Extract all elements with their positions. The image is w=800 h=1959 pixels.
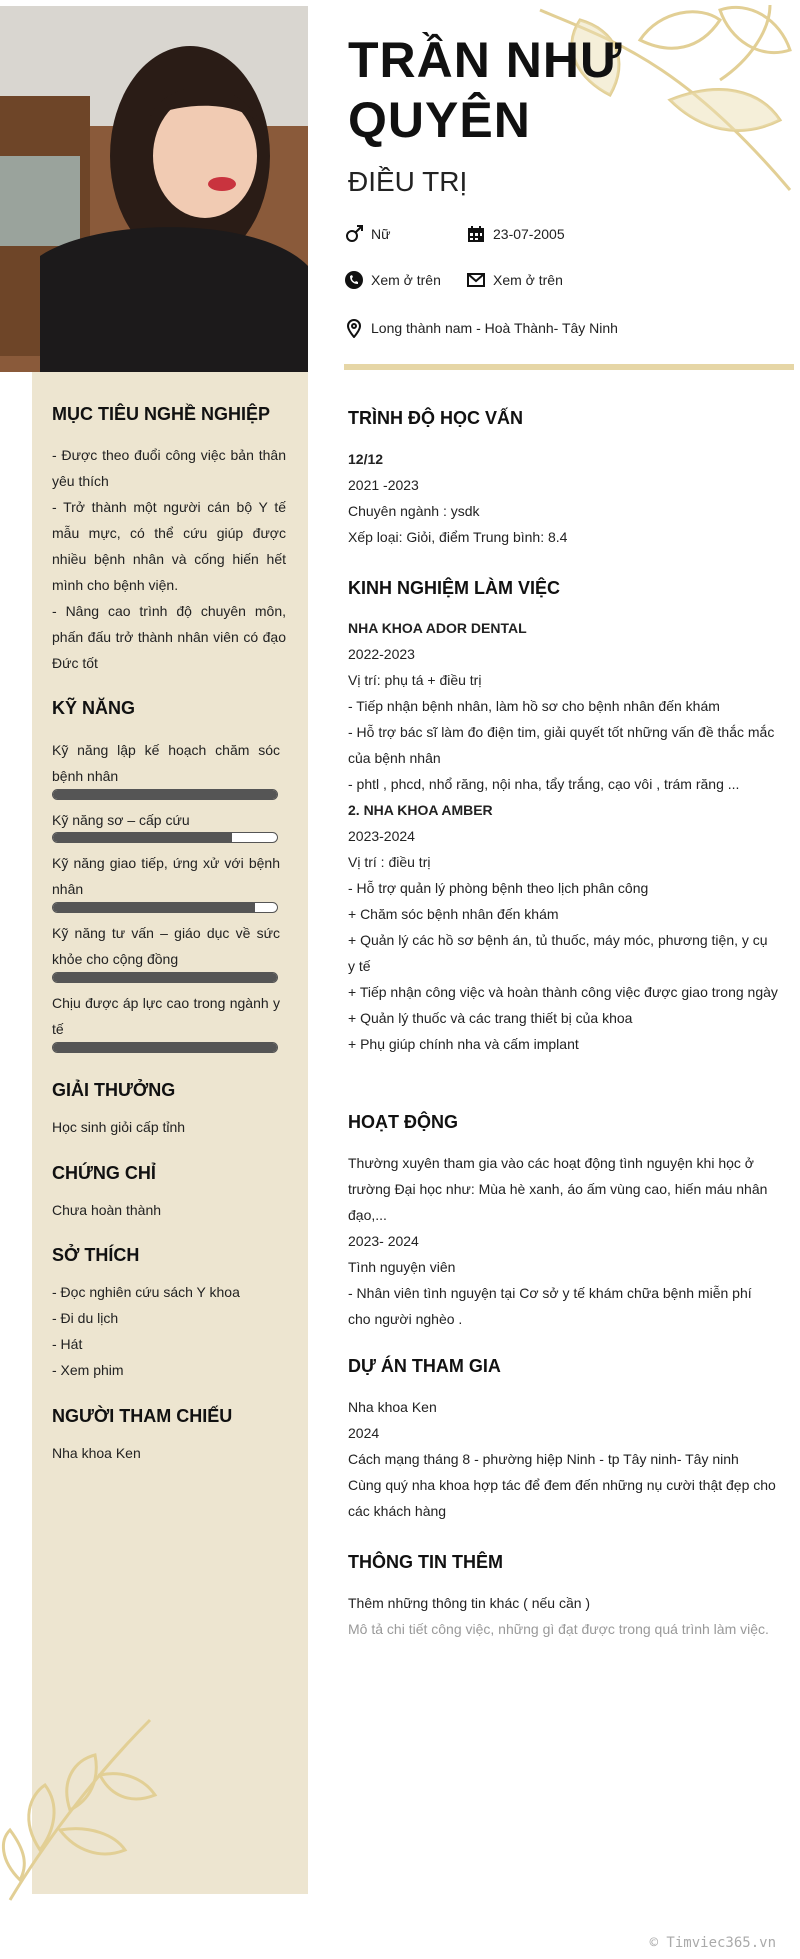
education-title: TRÌNH ĐỘ HỌC VẤN <box>348 408 523 428</box>
education-major: Chuyên ngành : ysdk <box>348 503 480 519</box>
hobby-item: - Hát <box>52 1336 83 1352</box>
skill-label: Kỹ năng lập kế hoạch chăm sóc bệnh nhân <box>52 742 280 784</box>
birthdate-row <box>466 224 565 244</box>
certificates-text: Chưa hoàn thành <box>52 1202 162 1218</box>
job-line: + Tiếp nhận công việc và hoàn thành công việc được giao trong ngày <box>348 984 778 1000</box>
job-line: - Hỗ trợ quản lý phòng bệnh theo lịch phân công <box>348 880 649 896</box>
extra-title: THÔNG TIN THÊM <box>348 1552 503 1572</box>
projects-block <box>348 1394 778 1524</box>
activity-line: Tình nguyện viên <box>348 1259 456 1275</box>
gender-row <box>344 224 390 244</box>
location-icon <box>344 318 364 338</box>
project-line: 2024 <box>348 1425 380 1441</box>
activities-block <box>348 1150 778 1332</box>
job-line: + Phụ giúp chính nha và cấm implant <box>348 1036 579 1052</box>
calendar-icon <box>466 224 486 244</box>
skill-bar-fill <box>53 790 277 799</box>
skill-bar <box>52 902 278 913</box>
activities-title: HOẠT ĐỘNG <box>348 1112 458 1132</box>
extra-block <box>348 1590 778 1642</box>
project-line: Nha khoa Ken <box>348 1399 437 1415</box>
job-line: + Quản lý các hồ sơ bệnh án, tủ thuốc, máy móc, phương tiện, y cụ y tế <box>348 932 768 974</box>
skill-label: Kỹ năng tư vấn – giáo dục về sức khỏe cho cộng đồng <box>52 925 280 967</box>
birthdate-value: 23-07-2005 <box>493 226 565 242</box>
objective-text: - Được theo đuổi công việc bản thân yêu thích - Trở thành một người cán bộ Y tế mẫu mực, có thể cứu giúp được nhiều bệnh nhân và cống hiến hết mình cho bệnh viện. - Nâng cao trình độ chuyên môn, phấn đấu trở thành nhân viên có đạo Đức tốt <box>52 447 286 671</box>
project-line: Cách mạng tháng 8 - phường hiệp Ninh - tp Tây ninh- Tây ninh <box>348 1451 739 1467</box>
skill-bar-fill <box>53 833 232 842</box>
job-line: - phtl , phcd, nhổ răng, nội nha, tẩy trắng, cạo vôi , trám răng ... <box>348 776 740 792</box>
job-company: NHA KHOA ADOR DENTAL <box>348 620 527 636</box>
hobbies-title: SỞ THÍCH <box>52 1245 140 1265</box>
job-line: - Hỗ trợ bác sĩ làm đo điện tim, giải quyết tốt những vấn đề thắc mắc của bệnh nhân <box>348 724 775 766</box>
candidate-name <box>348 30 768 150</box>
awards-text: Học sinh giỏi cấp tỉnh <box>52 1119 186 1135</box>
phone-row <box>344 270 441 290</box>
name-line-2: QUYÊN <box>348 92 531 148</box>
job-line: + Chăm sóc bệnh nhân đến khám <box>348 906 559 922</box>
hobby-item: - Đọc nghiên cứu sách Y khoa <box>52 1284 240 1300</box>
education-block <box>348 446 778 550</box>
experience-title: KINH NGHIỆM LÀM VIỆC <box>348 578 561 598</box>
references-text: Nha khoa Ken <box>52 1445 141 1461</box>
project-line: Cùng quý nha khoa hợp tác để đem đến những nụ cười thật đẹp cho các khách hàng <box>348 1477 776 1519</box>
header-divider <box>344 364 794 370</box>
skill-bar <box>52 1042 278 1053</box>
job-position: Vị trí: phụ tá + điều trị <box>348 672 482 688</box>
skills-title: KỸ NĂNG <box>52 698 136 718</box>
leaf-decoration-bottom <box>0 1700 160 1910</box>
job-years: 2023-2024 <box>348 828 415 844</box>
hobbies-list <box>52 1279 240 1383</box>
activity-line: - Nhân viên tình nguyện tại Cơ sở y tế khám chữa bệnh miễn phí cho người nghèo . <box>348 1285 752 1327</box>
certificates-title: CHỨNG CHỈ <box>52 1163 156 1183</box>
references-title: NGƯỜI THAM CHIẾU <box>52 1406 233 1426</box>
experience-block <box>348 615 778 1057</box>
watermark: © Timviec365.vn <box>649 1935 776 1951</box>
phone-value: Xem ở trên <box>371 272 441 288</box>
education-grade: Xếp loại: Giỏi, điểm Trung bình: 8.4 <box>348 529 568 545</box>
skill-label: Kỹ năng sơ – cấp cứu <box>52 812 190 828</box>
job-position: Vị trí : điều trị <box>348 854 431 870</box>
skill-label: Chịu được áp lực cao trong ngành y tế <box>52 995 280 1037</box>
gender-value: Nữ <box>371 226 391 242</box>
job-line: + Quản lý thuốc và các trang thiết bị của khoa <box>348 1010 633 1026</box>
job-title: ĐIỀU TRỊ <box>348 166 468 197</box>
education-years: 2021 -2023 <box>348 477 419 493</box>
hobby-item: - Đi du lịch <box>52 1310 119 1326</box>
skill-label: Kỹ năng giao tiếp, ứng xử với bệnh nhân <box>52 855 280 897</box>
extra-line: Thêm những thông tin khác ( nếu cần ) <box>348 1595 591 1611</box>
skill-bar <box>52 972 278 983</box>
activity-line: Thường xuyên tham gia vào các hoạt động tình nguyện khi học ở trường Đại học như: Mùa hè xanh, áo ấm vùng cao, hiến máu nhân đạo,... <box>348 1155 768 1223</box>
skill-bar <box>52 789 278 800</box>
projects-title: DỰ ÁN THAM GIA <box>348 1356 501 1376</box>
profile-photo <box>0 6 308 372</box>
skill-bar-fill <box>53 903 255 912</box>
job-years: 2022-2023 <box>348 646 415 662</box>
school-name: 12/12 <box>348 451 384 467</box>
job-line: - Tiếp nhận bệnh nhân, làm hồ sơ cho bệnh nhân đến khám <box>348 698 720 714</box>
address-row <box>344 318 618 338</box>
email-icon <box>466 270 486 290</box>
phone-icon <box>344 270 364 290</box>
email-row <box>466 270 563 290</box>
skill-bar-fill <box>53 1043 277 1052</box>
activity-line: 2023- 2024 <box>348 1233 419 1249</box>
gender-icon <box>344 224 364 244</box>
skill-bar <box>52 832 278 843</box>
skill-bar-fill <box>53 973 277 982</box>
job-company: 2. NHA KHOA AMBER <box>348 802 493 818</box>
hobby-item: - Xem phim <box>52 1362 124 1378</box>
awards-title: GIẢI THƯỞNG <box>52 1080 176 1100</box>
name-line-1: TRẦN NHƯ <box>348 32 623 88</box>
extra-hint: Mô tả chi tiết công việc, những gì đạt được trong quá trình làm việc. <box>348 1621 769 1637</box>
objective-title: MỤC TIÊU NGHỀ NGHIỆP <box>52 404 271 424</box>
address-value: Long thành nam - Hoà Thành- Tây Ninh <box>371 320 618 336</box>
email-value: Xem ở trên <box>493 272 563 288</box>
